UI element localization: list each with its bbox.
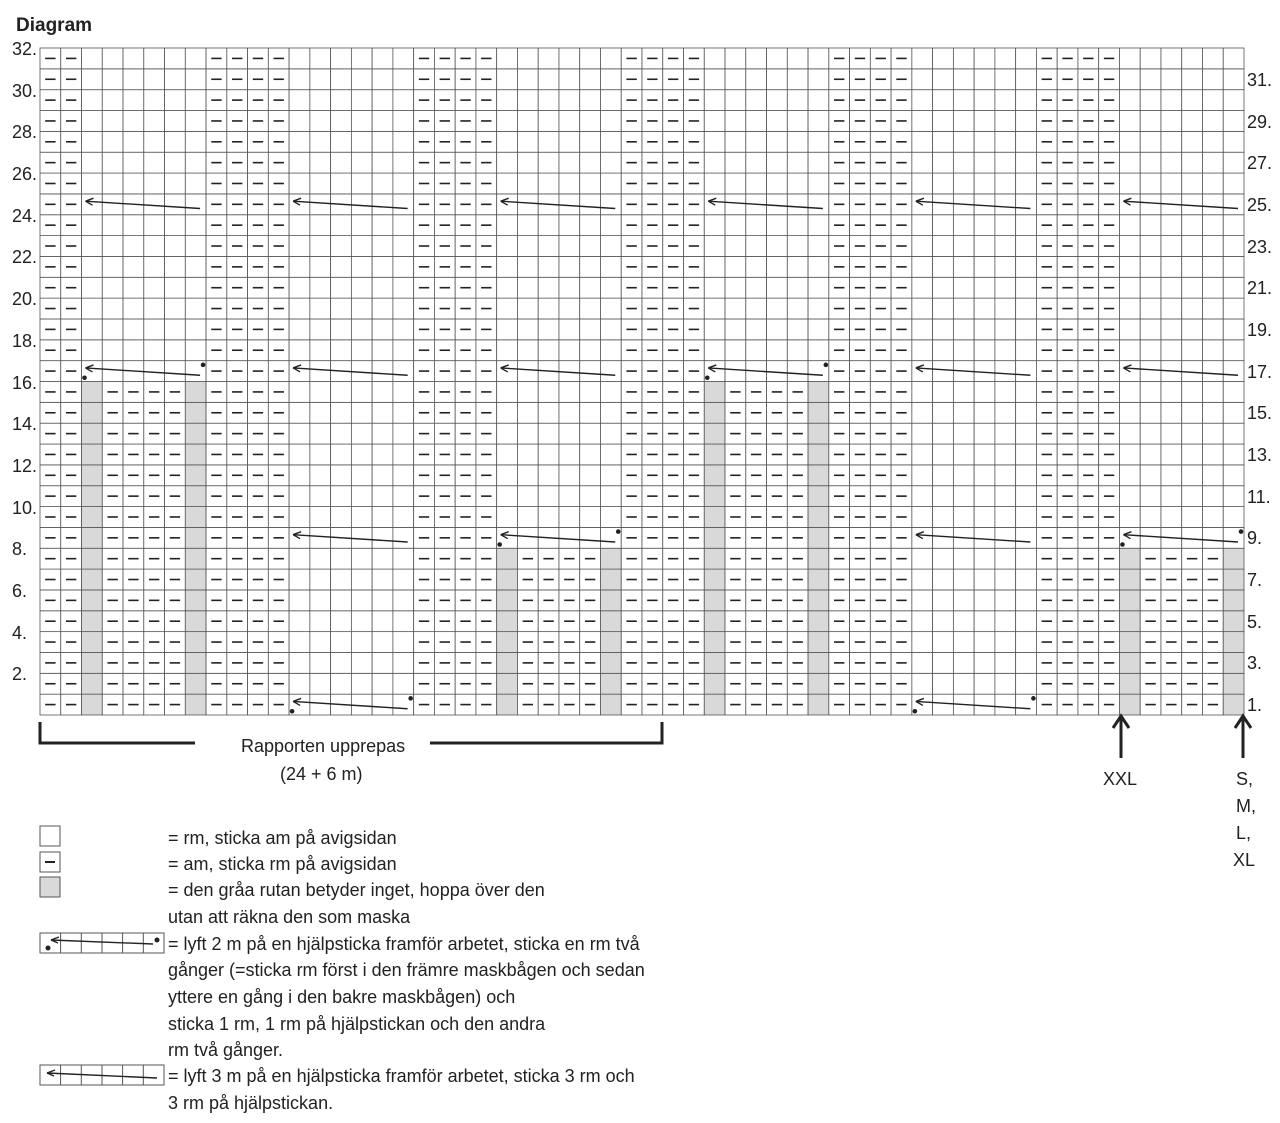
row-label-left: 8. <box>12 539 28 560</box>
legend-cable2-4: sticka 1 rm, 1 rm på hjälpstickan och den andra <box>168 1014 546 1034</box>
size-marker-m: M, <box>1236 796 1256 816</box>
legend-cable3-1: = lyft 3 m på en hjälpsticka framför arbetet, sticka 3 rm och <box>168 1066 635 1086</box>
size-marker-l: L, <box>1236 823 1252 843</box>
row-label-right: 31. <box>1247 69 1273 90</box>
repeat-bracket-right <box>430 722 662 743</box>
row-label-left: 30. <box>12 80 38 101</box>
legend-knit: = rm, sticka am på avigsidan <box>168 828 397 848</box>
row-label-right: 29. <box>1247 111 1273 132</box>
repeat-label: Rapporten upprepas <box>241 736 406 756</box>
row-label-left: 14. <box>12 414 38 435</box>
size-marker-s: S, <box>1236 769 1254 789</box>
repeat-bracket-left <box>40 722 195 743</box>
cable-three-symbol-icon <box>39 1064 165 1086</box>
legend-cable2-3: yttere en gång i den bakre maskbågen) och <box>168 987 516 1007</box>
knit-symbol-icon <box>39 825 61 847</box>
row-label-right: 9. <box>1247 528 1263 549</box>
row-label-left: 16. <box>12 372 38 393</box>
legend-gray-1: = den gråa rutan betyder inget, hoppa över den <box>168 880 545 900</box>
gray-symbol-icon <box>39 876 61 898</box>
size-arrow-icon <box>1235 716 1251 758</box>
row-label-right: 13. <box>1247 445 1273 466</box>
row-label-right: 17. <box>1247 361 1273 382</box>
xxl-arrow-icon <box>1113 716 1129 758</box>
row-label-left: 18. <box>12 330 38 351</box>
row-label-right: 23. <box>1247 236 1273 257</box>
legend-cable3-2: 3 rm på hjälpstickan. <box>168 1093 334 1113</box>
xxl-marker-label: XXL <box>1103 769 1138 789</box>
row-label-right: 1. <box>1247 695 1263 716</box>
row-label-right: 3. <box>1247 653 1263 674</box>
size-marker-xl: XL <box>1233 850 1256 870</box>
legend-gray-2: utan att räkna den som maska <box>168 907 411 927</box>
diagram-title: Diagram <box>16 15 93 36</box>
repeat-count: (24 + 6 m) <box>280 764 363 784</box>
row-label-left: 32. <box>12 39 38 59</box>
row-label-left: 10. <box>12 497 38 518</box>
row-label-left: 20. <box>12 289 38 310</box>
row-label-left: 12. <box>12 455 38 476</box>
purl-symbol-icon <box>39 851 61 873</box>
legend-cable2-2: gånger (=sticka rm först i den främre maskbågen och sedan <box>168 960 645 980</box>
row-label-right: 19. <box>1247 319 1273 340</box>
row-label-left: 2. <box>12 664 28 685</box>
row-label-left: 28. <box>12 122 38 143</box>
legend-purl: = am, sticka rm på avigsidan <box>168 854 397 874</box>
row-label-right: 7. <box>1247 570 1263 591</box>
row-label-right: 5. <box>1247 611 1263 632</box>
legend-cable2-5: rm två gånger. <box>168 1040 284 1060</box>
row-label-right: 21. <box>1247 278 1273 299</box>
row-label-right: 25. <box>1247 194 1273 215</box>
row-label-right: 15. <box>1247 403 1273 424</box>
legend-cable2-1: = lyft 2 m på en hjälpsticka framför arbetet, sticka en rm två <box>168 934 640 954</box>
row-label-right: 11. <box>1247 486 1271 507</box>
row-label-left: 26. <box>12 164 38 185</box>
row-label-left: 22. <box>12 247 38 268</box>
row-label-left: 4. <box>12 622 28 643</box>
row-label-left: 6. <box>12 580 28 601</box>
row-label-left: 24. <box>12 205 38 226</box>
cable-two-symbol-icon <box>39 932 165 954</box>
row-label-right: 27. <box>1247 153 1273 174</box>
